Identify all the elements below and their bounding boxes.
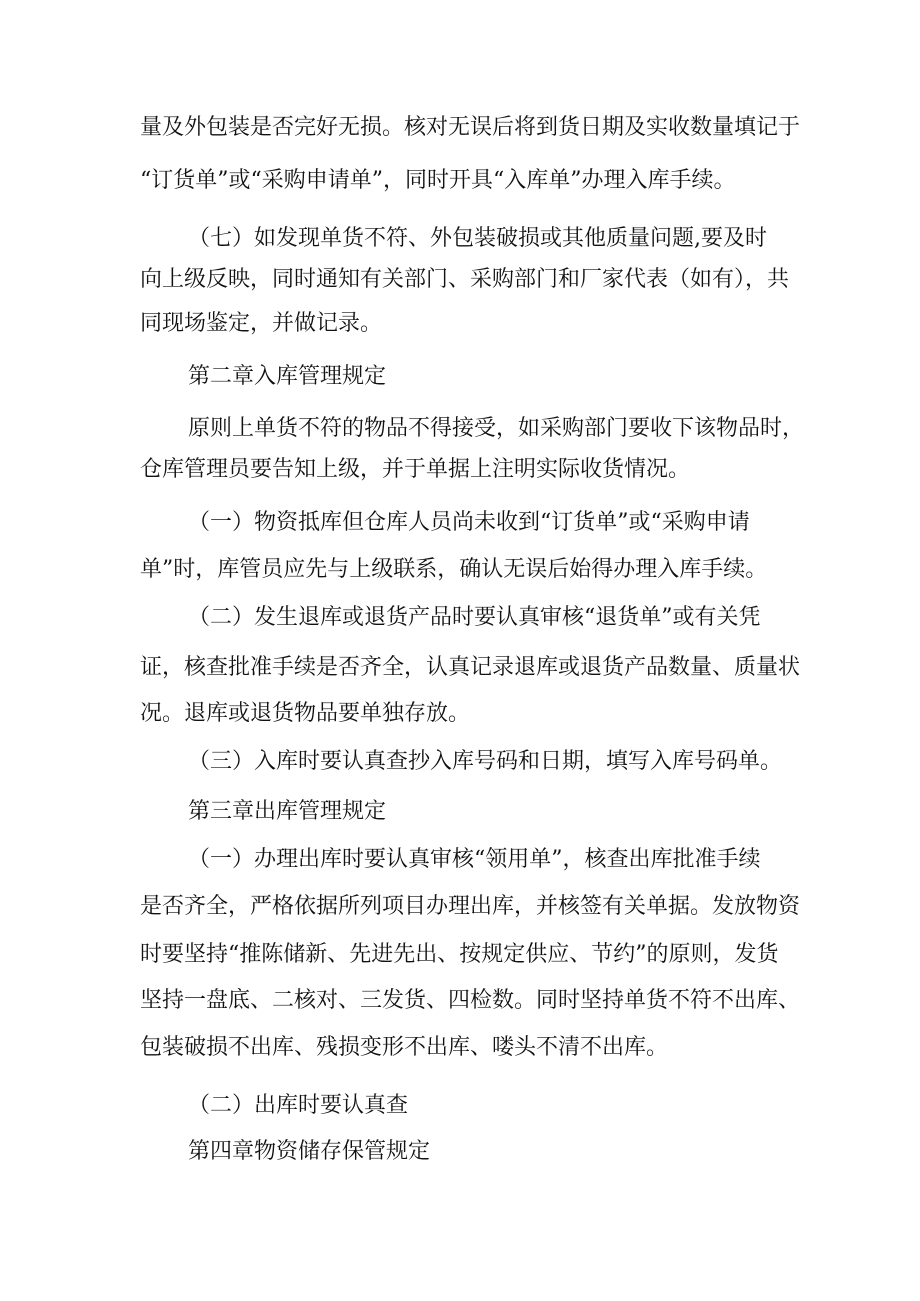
text-line: （一）物资抵库但仓库人员尚未收到“订货单”或“采购申请 (188, 510, 750, 535)
text-line: （二）发生退库或退货产品时要认真审核“退货单”或有关凭 (188, 605, 761, 630)
text-line: 量及外包装是否完好无损。核对无误后将到货日期及实收数量填记于 (140, 115, 801, 140)
text-line: “订货单”或“采购申请单”，同时开具“入库单”办理入库手续。 (140, 168, 736, 193)
text-line: 包装破损不出库、残损变形不出库、喽头不清不出库。 (140, 1035, 669, 1060)
section-heading: 第四章物资储存保管规定 (188, 1139, 431, 1164)
text-line: （二）出库时要认真查 (188, 1093, 409, 1118)
text-line: 原则上单货不符的物品不得接受，如采购部门要收下该物品时， (188, 416, 805, 441)
text-line: 单”时，库管员应先与上级联系，确认无误后始得办理入库手续。 (140, 557, 768, 582)
text-line: （三）入库时要认真查抄入库号码和日期，填写入库号码单。 (188, 749, 783, 774)
text-line: 向上级反映，同时通知有关部门、采购部门和厂家代表（如有），共 (140, 267, 790, 292)
section-heading: 第二章入库管理规定 (188, 364, 387, 389)
text-line: 同现场鉴定，并做记录。 (140, 311, 383, 336)
text-line: 证，核查批准手续是否齐全，认真记录退库或退货产品数量、质量状 (140, 655, 801, 680)
text-line: 时要坚持“推陈储新、先进先出、按规定供应、节约”的原则，发货 (140, 942, 779, 967)
text-line: 仓库管理员要告知上级，并于单据上注明实际收货情况。 (140, 457, 691, 482)
text-line: （七）如发现单货不符、外包装破损或其他质量问题,要及时 (188, 226, 767, 251)
section-heading: 第三章出库管理规定 (188, 799, 387, 824)
text-line: 况。退库或退货物品要单独存放。 (140, 701, 471, 726)
text-line: （一）办理出库时要认真审核“领用单”，核查出库批准手续 (188, 847, 761, 872)
text-line: 坚持一盘底、二核对、三发货、四检数。同时坚持单货不符不出库、 (140, 988, 801, 1013)
text-line: 是否齐全，严格依据所列项目办理出库，并核签有关单据。发放物资 (140, 894, 801, 919)
